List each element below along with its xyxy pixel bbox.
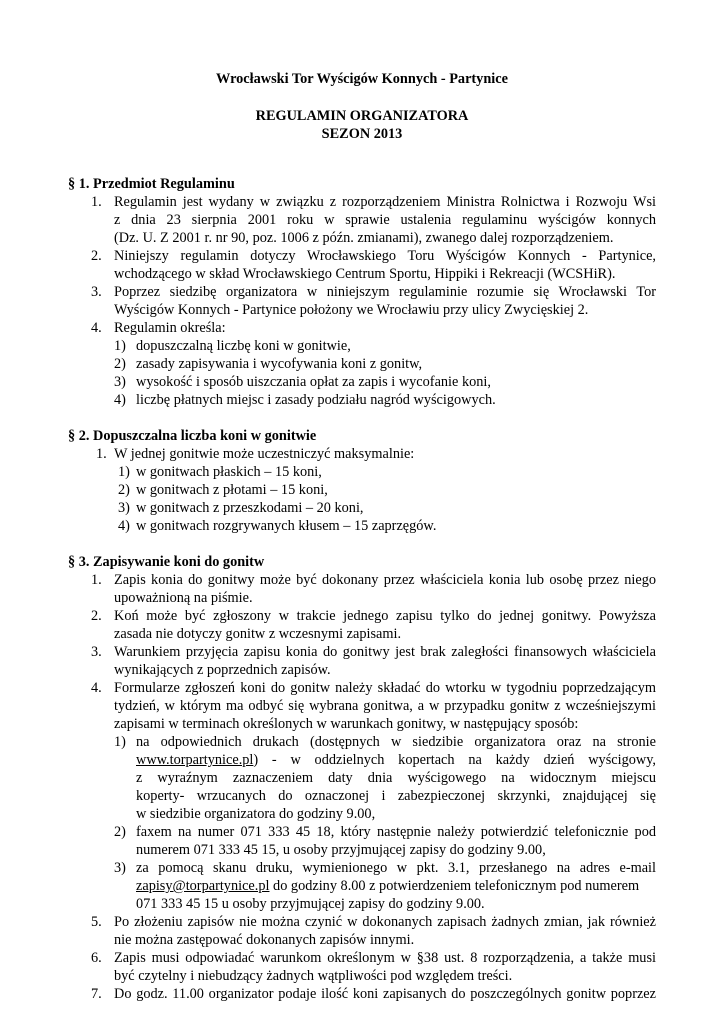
s2-sub-4-number: 4)	[118, 518, 130, 534]
s2-sub-4-text: w gonitwach rozgrywanych kłusem – 15 zaprzęgów.	[136, 518, 437, 534]
s1-item-2-line-1: Niniejszy regulamin dotyczy Wrocławskiego Toru Wyścigów Konnych - Partynice,	[114, 248, 656, 264]
s3-item-4-line-2: tydzień, w którym ma odbyć się wybrana gonitwa, a w przypadku gonitw z wcześniejszymi	[114, 698, 656, 714]
document-title: REGULAMIN ORGANIZATORA	[255, 108, 469, 124]
s3-sub-2-number: 2)	[114, 824, 126, 840]
s3-sub-1-line-3: z wyraźnym zaznaczeniem daty dnia wyścigowego na widocznym miejscu	[136, 770, 656, 786]
s1-item-1-line-1: Regulamin jest wydany w związku z rozporządzeniem Ministra Rolnictwa i Rozwoju Wsi	[114, 194, 656, 210]
s2-sub-1-text: w gonitwach płaskich – 15 koni,	[136, 464, 322, 480]
s1-sub-3-text: wysokość i sposób uiszczania opłat za zapis i wycofanie koni,	[136, 374, 491, 390]
s3-item-3-number: 3.	[91, 644, 102, 660]
s1-sub-4-number: 4)	[114, 392, 126, 408]
s2-sub-2-text: w gonitwach z płotami – 15 koni,	[136, 482, 328, 498]
s1-item-1-line-2: z dnia 23 sierpnia 2001 roku w sprawie ustalenia regulaminu wyścigów konnych	[114, 212, 656, 228]
s3-item-7-line-1: Do godz. 11.00 organizator podaje ilość koni zapisanych do poszczególnych gonitw poprzez	[114, 986, 656, 1002]
s2-item-1-line-1: W jednej gonitwie może uczestniczyć maksymalnie:	[114, 446, 415, 462]
s3-sub-3-line-3: 071 333 45 15 u osoby przyjmującej zapisy do godziny 9.00.	[136, 896, 485, 912]
s2-item-1-number: 1.	[96, 446, 107, 462]
s1-sub-3-number: 3)	[114, 374, 126, 390]
s1-item-1-line-3: (Dz. U. Z 2001 r. nr 90, poz. 1006 z późn. zmianami), zwanego dalej rozporządzeniem.	[114, 230, 614, 246]
s3-item-4-line-3: zapisami w terminach określonych w warunkach gonitwy, w następujący sposób:	[114, 716, 579, 732]
s3-sub-1-line-5: w siedzibie organizatora do godziny 9.00,	[136, 806, 376, 822]
website-link[interactable]: www.torpartynice.pl	[136, 752, 254, 768]
s3-sub-1-line-1: na odpowiednich drukach (dostępnych w siedzibie organizatora oraz na stronie	[136, 734, 656, 750]
s3-sub-1-line-2	[136, 751, 656, 769]
s3-item-6-line-1: Zapis musi odpowiadać warunkom określonym w §38 ust. 8 rozporządzenia, a także musi	[114, 950, 656, 966]
s2-sub-3-text: w gonitwach z przeszkodami – 20 koni,	[136, 500, 364, 516]
s3-item-6-number: 6.	[91, 950, 102, 966]
s2-sub-1-number: 1)	[118, 464, 130, 480]
section-2-heading: § 2. Dopuszczalna liczba koni w gonitwie	[68, 428, 317, 444]
section-3-heading: § 3. Zapisywanie koni do gonitw	[68, 554, 265, 570]
s1-sub-2-text: zasady zapisywania i wycofywania koni z gonitw,	[136, 356, 423, 372]
s3-item-5-number: 5.	[91, 914, 102, 930]
s3-item-1-line-2: upoważnioną na piśmie.	[114, 590, 253, 606]
s3-sub-1-number: 1)	[114, 734, 126, 750]
s1-sub-1-text: dopuszczalną liczbę koni w gonitwie,	[136, 338, 351, 354]
s3-item-1-number: 1.	[91, 572, 102, 588]
s2-sub-2-number: 2)	[118, 482, 130, 498]
s3-sub-2-line-2: numerem 071 333 45 15, u osoby przyjmującej zapisy do godziny 9.00,	[136, 842, 546, 858]
s3-item-3-line-1: Warunkiem przyjęcia zapisu konia do gonitwy jest brak zaległości finansowych właściciela	[114, 644, 656, 660]
s3-item-4-number: 4.	[91, 680, 102, 696]
s3-sub-3-line-1: za pomocą skanu druku, wymienionego w pkt. 3.1, przesłanego na adres e-mail	[136, 860, 656, 876]
s3-item-2-number: 2.	[91, 608, 102, 624]
s1-item-4-line-1: Regulamin określa:	[114, 320, 226, 336]
s3-item-3-line-2: wynikających z poprzednich zapisów.	[114, 662, 331, 678]
s1-sub-4-text: liczbę płatnych miejsc i zasady podziału nagród wyścigowych.	[136, 392, 496, 408]
s1-item-3-line-2: Wyścigów Konnych - Partynice położony we Wrocławiu przy ulicy Zwycięskiej 2.	[114, 302, 589, 318]
s1-item-3-number: 3.	[91, 284, 102, 300]
s1-item-4-number: 4.	[91, 320, 102, 336]
s3-item-7-number: 7.	[91, 986, 102, 1002]
organization-name: Wrocławski Tor Wyścigów Konnych - Partynice	[216, 71, 508, 87]
s3-sub-3-line-2-rest: do godziny 8.00 z potwierdzeniem telefonicznym pod numerem	[269, 878, 640, 894]
s1-sub-1-number: 1)	[114, 338, 126, 354]
s3-sub-3-line-2	[136, 877, 639, 895]
s1-item-2-number: 2.	[91, 248, 102, 264]
s3-item-5-line-1: Po złożeniu zapisów nie można czynić w dokonanych zapisach żadnych zmian, jak również	[114, 914, 656, 930]
s3-item-2-line-2: zasada nie dotyczy gonitw z wczesnymi zapisami.	[114, 626, 402, 642]
season-label: SEZON 2013	[321, 126, 403, 142]
s1-item-3-line-1: Poprzez siedzibę organizatora w niniejszym regulaminie rozumie się Wrocławski Tor	[114, 284, 656, 300]
s3-sub-1-line-4: koperty- wrzucanych do oznaczonej i zabezpieczonej skrzynki, znajdującej się	[136, 788, 656, 804]
s3-item-1-line-1: Zapis konia do gonitwy może być dokonany przez właściciela konia lub osobę przez niego	[114, 572, 656, 588]
email-link[interactable]: zapisy@torpartynice.pl	[136, 878, 270, 894]
s1-item-1-number: 1.	[91, 194, 102, 210]
s3-sub-2-line-1: faxem na numer 071 333 45 18, który następnie należy potwierdzić telefonicznie pod	[136, 824, 656, 840]
s3-sub-1-line-2-rest: ) - w oddzielnych kopertach na każdy dzień wyścigowy,	[253, 752, 656, 768]
section-1-heading: § 1. Przedmiot Regulaminu	[68, 176, 235, 192]
s3-sub-3-number: 3)	[114, 860, 126, 876]
s2-sub-3-number: 3)	[118, 500, 130, 516]
s1-sub-2-number: 2)	[114, 356, 126, 372]
s3-item-6-line-2: być czytelny i niebudzący żadnych wątpliwości pod względem treści.	[114, 968, 513, 984]
s3-item-2-line-1: Koń może być zgłoszony w trakcie jednego zapisu tylko do jednej gonitwy. Powyższa	[114, 608, 656, 624]
s3-item-4-line-1: Formularze zgłoszeń koni do gonitw należy składać do wtorku w tygodniu poprzedzającym	[114, 680, 656, 696]
s1-item-2-line-2: wchodzącego w skład Wrocławskiego Centrum Sportu, Hippiki i Rekreacji (WCSHiR).	[114, 266, 616, 282]
s3-item-5-line-2: nie można zastępować dokonanych zapisów innymi.	[114, 932, 415, 948]
